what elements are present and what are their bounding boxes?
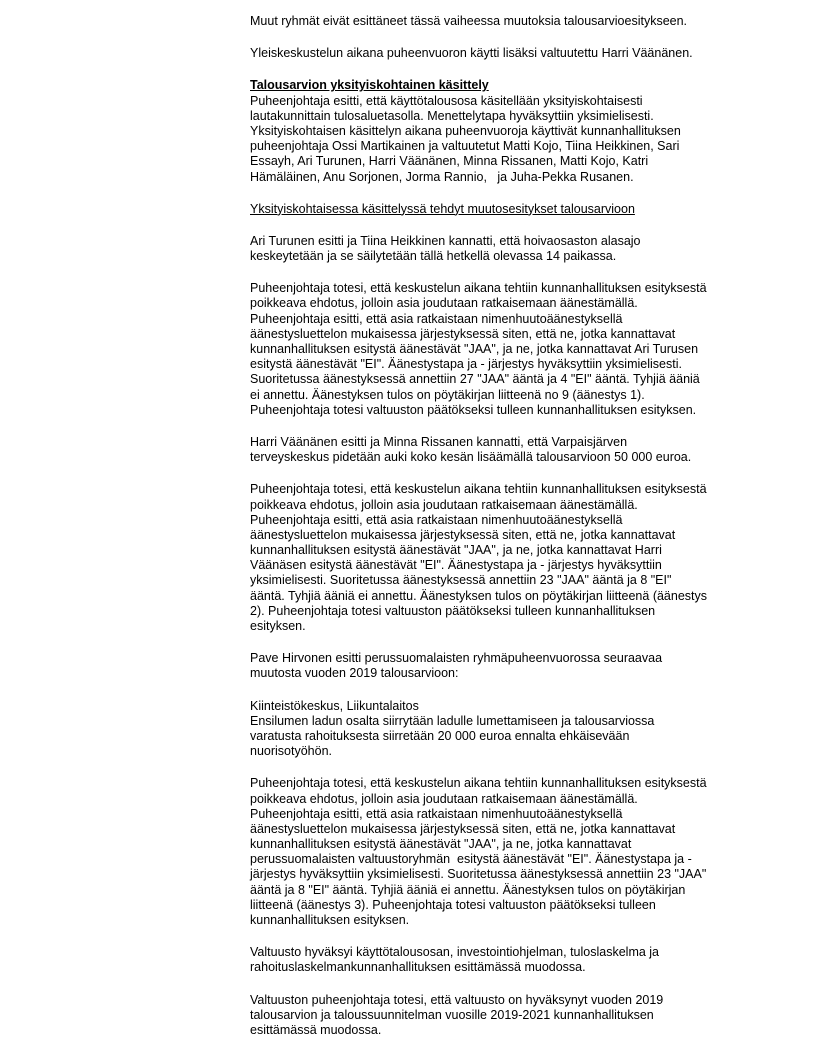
text-line: Puheenjohtaja totesi, että keskustelun aikana tehtiin kunnanhallituksen esityksestä bbox=[250, 482, 707, 497]
paragraph-general-discussion bbox=[250, 46, 760, 61]
paragraph-vote-2 bbox=[250, 482, 760, 634]
section-detailed-processing bbox=[250, 78, 760, 184]
paragraph-proposal-ward bbox=[250, 234, 760, 264]
paragraph-proposal-sports bbox=[250, 699, 760, 760]
section-heading: Talousarvion yksityiskohtainen käsittely bbox=[250, 78, 489, 93]
text-line: 2). Puheenjohtaja totesi valtuuston päätökseksi tulleen kunnanhallituksen bbox=[250, 603, 656, 618]
text-line: kunnanhallituksen esitystä äänestävät "JAA", ja ne, jotka kannattavat bbox=[250, 837, 632, 852]
text-line: esittämässä muodossa. bbox=[250, 1022, 382, 1037]
text-line: esitystä äänestävät "EI". Äänestystapa ja - järjestys hyväksyttiin yksimielisesti. bbox=[250, 357, 682, 372]
text-line: Hämäläinen, Anu Sorjonen, Jorma Rannio, ja Juha-Pekka Rusanen. bbox=[250, 169, 634, 184]
text-line: poikkeava ehdotus, jolloin asia joudutaan ratkaisemaan äänestämällä. bbox=[250, 296, 638, 311]
text-line: äänestysluettelon mukaisessa järjestyksessä siten, että ne, jotka kannattavat bbox=[250, 527, 676, 542]
text-line: Pave Hirvonen esitti perussuomalaisten ryhmäpuheenvuorossa seuraavaa bbox=[250, 651, 663, 666]
text-line: esityksen. bbox=[250, 619, 306, 633]
text-line: Yleiskeskustelun aikana puheenvuoron käytti lisäksi valtuutettu Harri Väänänen. bbox=[250, 46, 693, 61]
text-line: varatusta rahoituksesta siirretään 20 000 euroa ennalta ehkäisevään bbox=[250, 728, 630, 743]
text-line: kunnanhallituksen esitystä äänestävät "JAA", ja ne, jotka kannattavat Ari Turusen bbox=[250, 342, 699, 356]
text-line: kunnanhallituksen esityksen. bbox=[250, 913, 410, 927]
text-line: talousarvion ja taloussuunnitelman vuosille 2019-2021 kunnanhallituksen bbox=[250, 1007, 654, 1022]
paragraph-vote-1 bbox=[250, 281, 760, 418]
text-line: liitteenä (äänestys 3). Puheenjohtaja totesi valtuuston päätökseksi tulleen bbox=[250, 897, 656, 912]
text-line: kunnanhallituksen esitystä äänestävät "JAA", ja ne, jotka kannattavat Harri bbox=[250, 543, 662, 558]
paragraph-final-decision bbox=[250, 993, 760, 1039]
text-line: Harri Väänänen esitti ja Minna Rissanen kannatti, että Varpaisjärven bbox=[250, 434, 628, 449]
text-line: ääntä ja 8 "EI" ääntä. Tyhjiä ääniä ei annettu. Äänestyksen tulos on pöytäkirjan bbox=[250, 882, 686, 897]
text-line: Puheenjohtaja totesi valtuuston päätökseksi tulleen kunnanhallituksen esityksen. bbox=[250, 402, 697, 417]
text-line: ääntä. Tyhjiä ääniä ei annettu. Äänestyksen tulos on pöytäkirjan liitteenä (äänestys bbox=[250, 588, 708, 603]
text-line: Puheenjohtaja esitti, että asia ratkaistaan nimenhuutoäänestyksellä bbox=[250, 806, 623, 821]
paragraph-council-approved bbox=[250, 945, 760, 975]
text-line: Puheenjohtaja esitti, että asia ratkaistaan nimenhuutoäänestyksellä bbox=[250, 311, 623, 326]
paragraph-proposal-health-center bbox=[250, 435, 760, 465]
text-line: Puheenjohtaja esitti, että käyttötalousosa käsitellään yksityiskohtaisesti bbox=[250, 93, 643, 108]
text-line: yksimielisesti. Suoritetussa äänestyksessä annettiin 23 "JAA" ääntä ja 8 "EI" bbox=[250, 573, 672, 588]
text-line: Valtuusto hyväksyi käyttötalousosan, investointiohjelman, tuloslaskelma ja bbox=[250, 945, 660, 960]
text-line: Puheenjohtaja totesi, että keskustelun aikana tehtiin kunnanhallituksen esityksestä bbox=[250, 776, 707, 791]
text-line: Puheenjohtaja esitti, että asia ratkaistaan nimenhuutoäänestyksellä bbox=[250, 512, 623, 527]
text-line: poikkeava ehdotus, jolloin asia joudutaan ratkaisemaan äänestämällä. bbox=[250, 791, 638, 806]
text-line: perussuomalaisten valtuustoryhmän esitystä äänestävät "EI". Äänestystapa ja - bbox=[250, 852, 692, 867]
text-line: ei annettu. Äänestyksen tulos on pöytäkirjan liitteenä no 9 (äänestys 1). bbox=[250, 387, 645, 402]
paragraph-other-groups bbox=[250, 14, 760, 29]
text-line: Suoritetussa äänestyksessä annettiin 27 "JAA" ääntä ja 4 "EI" ääntä. Tyhjiä ääniä bbox=[250, 372, 700, 387]
text-line: poikkeava ehdotus, jolloin asia joudutaan ratkaisemaan äänestämällä. bbox=[250, 497, 638, 512]
text-line: järjestys hyväksyttiin yksimielisesti. Suoritetussa äänestyksessä annettiin 23 "JAA" bbox=[250, 867, 707, 882]
text-line: Ari Turunen esitti ja Tiina Heikkinen kannatti, että hoivaosaston alasajo bbox=[250, 233, 641, 248]
text-line: äänestysluettelon mukaisessa järjestyksessä siten, että ne, jotka kannattavat bbox=[250, 326, 676, 341]
text-line: Kiinteistökeskus, Liikuntalaitos bbox=[250, 698, 419, 713]
text-line: Väänäsen esitystä äänestävät "EI". Äänestystapa ja - järjestys hyväksyttiin bbox=[250, 558, 662, 573]
text-line: nuorisotyöhön. bbox=[250, 744, 333, 759]
subsection-heading: Yksityiskohtaisessa käsittelyssä tehdyt muutosesitykset talousarvioon bbox=[250, 201, 635, 216]
text-line: rahoituslaskelmankunnanhallituksen esittämässä muodossa. bbox=[250, 960, 586, 975]
subsection-proposals bbox=[250, 202, 760, 217]
text-line: keskeytetään ja se säilytetään tällä hetkellä olevassa 14 paikassa. bbox=[250, 249, 617, 264]
text-line: lautakunnittain tulosaluetasolla. Menettelytapa hyväksyttiin yksimielisesti. bbox=[250, 108, 654, 123]
text-line: Muut ryhmät eivät esittäneet tässä vaiheessa muutoksia talousarvioesitykseen. bbox=[250, 14, 688, 28]
document-page bbox=[250, 14, 760, 1038]
text-line: terveyskeskus pidetään auki koko kesän lisäämällä talousarvioon 50 000 euroa. bbox=[250, 450, 692, 465]
text-line: Ensilumen ladun osalta siirrytään ladulle lumettamiseen ja talousarviossa bbox=[250, 713, 655, 728]
paragraph-proposal-group bbox=[250, 651, 760, 681]
paragraph-vote-3 bbox=[250, 776, 760, 928]
text-line: Valtuuston puheenjohtaja totesi, että valtuusto on hyväksynyt vuoden 2019 bbox=[250, 992, 664, 1007]
text-line: Yksityiskohtaisen käsittelyn aikana puheenvuoroja käyttivät kunnanhallituksen bbox=[250, 123, 681, 138]
text-line: äänestysluettelon mukaisessa järjestyksessä siten, että ne, jotka kannattavat bbox=[250, 821, 676, 836]
text-line: Essayh, Ari Turunen, Harri Väänänen, Minna Rissanen, Matti Kojo, Katri bbox=[250, 154, 649, 169]
text-line: Puheenjohtaja totesi, että keskustelun aikana tehtiin kunnanhallituksen esityksestä bbox=[250, 281, 707, 296]
text-line: puheenjohtaja Ossi Martikainen ja valtuutetut Matti Kojo, Tiina Heikkinen, Sari bbox=[250, 139, 680, 154]
text-line: muutosta vuoden 2019 talousarvioon: bbox=[250, 666, 459, 681]
